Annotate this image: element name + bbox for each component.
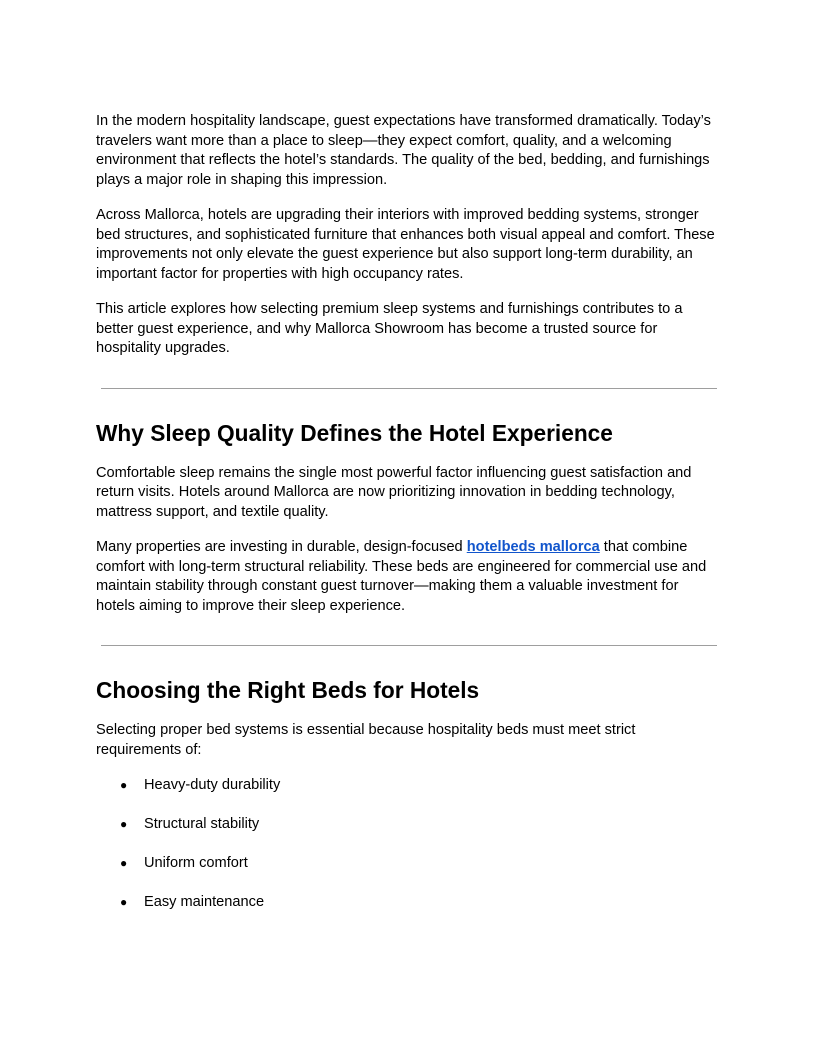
- hotelbeds-mallorca-link[interactable]: hotelbeds mallorca: [466, 539, 600, 555]
- horizontal-divider: [101, 388, 717, 389]
- intro-paragraph-2: Across Mallorca, hotels are upgrading their interiors with improved bedding systems, stronger bed structures, and sophisticated furniture that enhances both visual appeal and comfort. These improvements not only elevate the guest experience but also support long-term durability, an important factor for properties with high occupancy rates.: [96, 207, 715, 282]
- list-item: [96, 893, 720, 913]
- paragraph-text: Many properties are investing in durable, design-focused: [96, 539, 467, 555]
- choosing-beds-paragraph: Selecting proper bed systems is essential because hospitality beds must meet strict requirements of:: [96, 722, 636, 758]
- document-page: [96, 112, 720, 932]
- intro-paragraph-3: This article explores how selecting premium sleep systems and furnishings contributes to a better guest experience, and why Mallorca Showroom has become a trusted source for hospitality upgrades.: [96, 301, 683, 356]
- paragraph-text: that combine comfort with long-term structural reliability. These beds are engineered for commercial use and maintain stability through constant guest turnover—making them a valuable investment for hotels aiming to improve their sleep experience.: [96, 539, 707, 614]
- requirements-list: [96, 776, 720, 913]
- list-item: [96, 815, 720, 835]
- list-item: [96, 776, 720, 796]
- bullet-icon: ●: [120, 778, 128, 792]
- list-item-label: Heavy-duty durability: [144, 777, 281, 793]
- list-item-label: Uniform comfort: [144, 855, 248, 871]
- sleep-quality-paragraph-2: [96, 538, 720, 616]
- list-item-label: Easy maintenance: [144, 894, 265, 910]
- sleep-quality-paragraph-1: Comfortable sleep remains the single most powerful factor influencing guest satisfaction and return visits. Hotels around Mallorca are now prioritizing innovation in bedding technology, mattress support, and textile quality.: [96, 464, 692, 520]
- bullet-icon: ●: [120, 895, 128, 909]
- horizontal-divider: [101, 645, 717, 646]
- list-item-label: Structural stability: [144, 816, 260, 832]
- section-heading-choosing-beds: Choosing the Right Beds for Hotels: [96, 677, 480, 703]
- section-heading-sleep-quality: Why Sleep Quality Defines the Hotel Experience: [96, 419, 613, 446]
- bullet-icon: ●: [120, 817, 128, 831]
- list-item: [96, 854, 720, 874]
- bullet-icon: ●: [120, 856, 128, 870]
- intro-paragraph-1: In the modern hospitality landscape, guest expectations have transformed dramatically. Today’s travelers want more than a place to sleep—they expect comfort, quality, and a welcoming environment that reflects the hotel’s standards. The quality of the bed, bedding, and furnishings plays a major role in shaping this impression.: [96, 113, 711, 188]
